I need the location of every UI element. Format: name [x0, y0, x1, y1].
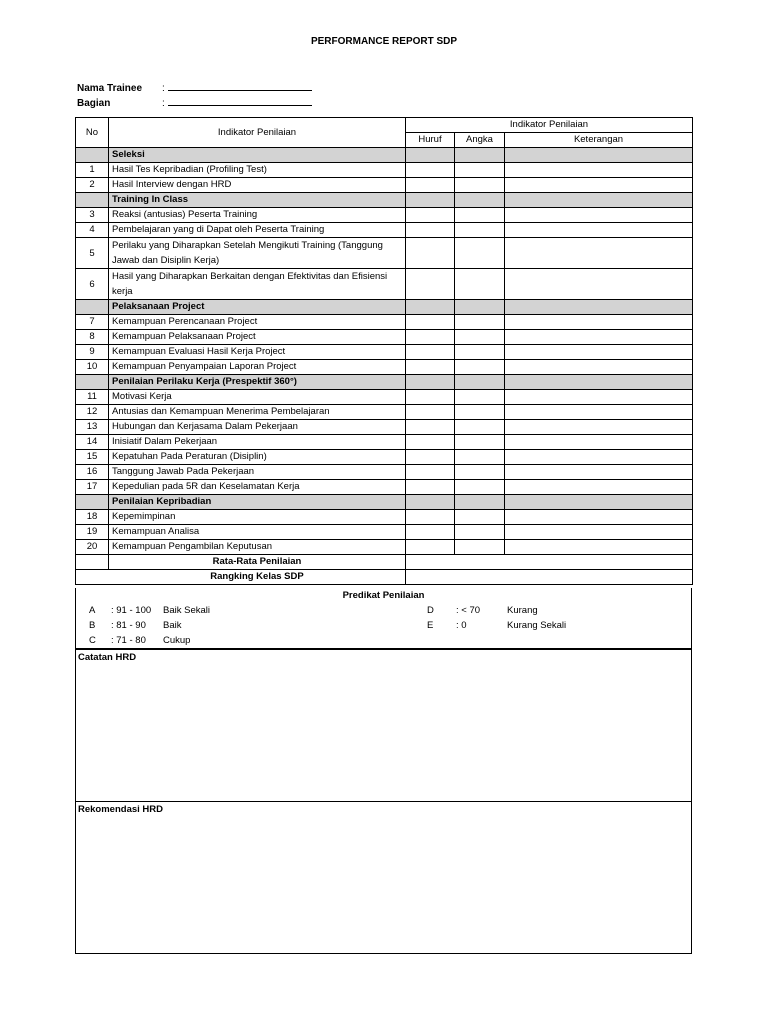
- rata-rata-value-cell[interactable]: [406, 555, 693, 570]
- table-row: [76, 405, 693, 420]
- rata-rata-row: [76, 555, 693, 570]
- catatan-hrd-box[interactable]: [75, 649, 692, 802]
- row-number: 14: [76, 435, 109, 450]
- indikator-label: Perilaku yang Diharapkan Setelah Mengikuti Training (Tanggung Jawab dan Disiplin Kerja): [109, 238, 406, 269]
- section-label: Seleksi: [109, 148, 406, 163]
- indikator-label: Inisiatif Dalam Pekerjaan: [109, 435, 406, 450]
- row-number: 12: [76, 405, 109, 420]
- section-label: Penilaian Perilaku Kerja (Prespektif 360°): [109, 375, 406, 390]
- rangking-label: Rangking Kelas SDP: [76, 570, 406, 585]
- row-number: 8: [76, 330, 109, 345]
- section-no-cell: [76, 300, 109, 315]
- nama-trainee-colon: :: [162, 83, 165, 94]
- header-indikator: Indikator Penilaian: [109, 118, 406, 148]
- indikator-label: Tanggung Jawab Pada Pekerjaan: [109, 465, 406, 480]
- table-row: [76, 510, 693, 525]
- keterangan-cell[interactable]: [505, 450, 693, 465]
- keterangan-cell[interactable]: [505, 540, 693, 555]
- bagian-colon: :: [162, 98, 165, 109]
- summary-blank: [76, 555, 109, 570]
- indikator-label: Kepemimpinan: [109, 510, 406, 525]
- predikat-title: Predikat Penilaian: [342, 590, 425, 601]
- angka-cell[interactable]: [455, 450, 505, 465]
- indikator-label: Kemampuan Pengambilan Keputusan: [109, 540, 406, 555]
- table-row: [76, 238, 693, 269]
- keterangan-cell[interactable]: [505, 525, 693, 540]
- indikator-label: Kemampuan Analisa: [109, 525, 406, 540]
- row-number: 11: [76, 390, 109, 405]
- huruf-cell[interactable]: [406, 465, 455, 480]
- section-fill: [455, 495, 505, 510]
- nama-trainee-field: [77, 81, 312, 94]
- huruf-cell[interactable]: [406, 208, 455, 223]
- angka-cell[interactable]: [455, 315, 505, 330]
- table-row: [76, 420, 693, 435]
- predikat-range: : 0: [456, 620, 467, 631]
- huruf-cell[interactable]: [406, 480, 455, 495]
- indikator-label: Pembelajaran yang di Dapat oleh Peserta Training: [109, 223, 406, 238]
- section-no-cell: [76, 193, 109, 208]
- indikator-label: Hasil yang Diharapkan Berkaitan dengan Efektivitas dan Efisiensi kerja: [109, 269, 406, 300]
- section-fill: [406, 300, 455, 315]
- angka-cell[interactable]: [455, 435, 505, 450]
- indikator-label: Kemampuan Pelaksanaan Project: [109, 330, 406, 345]
- row-number: 4: [76, 223, 109, 238]
- bagian-input-line[interactable]: [168, 96, 312, 106]
- angka-cell[interactable]: [455, 420, 505, 435]
- section-fill: [406, 193, 455, 208]
- keterangan-cell[interactable]: [505, 238, 693, 269]
- nama-trainee-label: Nama Trainee: [77, 83, 143, 94]
- nama-trainee-input-line[interactable]: [168, 81, 312, 91]
- huruf-cell[interactable]: [406, 450, 455, 465]
- huruf-cell[interactable]: [406, 315, 455, 330]
- row-number: 20: [76, 540, 109, 555]
- row-number: 9: [76, 345, 109, 360]
- section-fill: [505, 495, 693, 510]
- section-fill: [505, 375, 693, 390]
- section-row: [76, 375, 693, 390]
- assessment-table: [75, 117, 693, 585]
- row-number: 17: [76, 480, 109, 495]
- header-huruf: Huruf: [406, 133, 455, 148]
- angka-cell[interactable]: [455, 163, 505, 178]
- row-number: 15: [76, 450, 109, 465]
- huruf-cell[interactable]: [406, 223, 455, 238]
- section-fill: [406, 495, 455, 510]
- table-row: [76, 450, 693, 465]
- section-fill: [505, 193, 693, 208]
- huruf-cell[interactable]: [406, 420, 455, 435]
- section-row: [76, 300, 693, 315]
- indikator-label: Kemampuan Evaluasi Hasil Kerja Project: [109, 345, 406, 360]
- page-title: PERFORMANCE REPORT SDP: [310, 36, 458, 47]
- table-row: [76, 540, 693, 555]
- section-no-cell: [76, 148, 109, 163]
- keterangan-cell[interactable]: [505, 269, 693, 300]
- huruf-cell[interactable]: [406, 405, 455, 420]
- table-row: [76, 208, 693, 223]
- predikat-desc: Kurang: [507, 605, 538, 616]
- huruf-cell[interactable]: [406, 525, 455, 540]
- angka-cell[interactable]: [455, 540, 505, 555]
- section-fill: [406, 148, 455, 163]
- angka-cell[interactable]: [455, 525, 505, 540]
- indikator-label: Hasil Interview dengan HRD: [109, 178, 406, 193]
- angka-cell[interactable]: [455, 208, 505, 223]
- keterangan-cell[interactable]: [505, 163, 693, 178]
- predikat-grade: C: [89, 635, 96, 646]
- angka-cell[interactable]: [455, 405, 505, 420]
- huruf-cell[interactable]: [406, 540, 455, 555]
- section-row: [76, 495, 693, 510]
- keterangan-cell[interactable]: [505, 315, 693, 330]
- predikat-desc: Baik Sekali: [163, 605, 210, 616]
- row-number: 2: [76, 178, 109, 193]
- table-row: [76, 480, 693, 495]
- section-label: Pelaksanaan Project: [109, 300, 406, 315]
- keterangan-cell[interactable]: [505, 330, 693, 345]
- angka-cell[interactable]: [455, 178, 505, 193]
- row-number: 16: [76, 465, 109, 480]
- bagian-field: [77, 96, 312, 109]
- table-row: [76, 465, 693, 480]
- section-fill: [406, 375, 455, 390]
- huruf-cell[interactable]: [406, 163, 455, 178]
- row-number: 7: [76, 315, 109, 330]
- section-row: [76, 148, 693, 163]
- huruf-cell[interactable]: [406, 435, 455, 450]
- indikator-label: Motivasi Kerja: [109, 390, 406, 405]
- bagian-label: Bagian: [77, 98, 111, 109]
- rangking-value-cell[interactable]: [406, 570, 693, 585]
- row-number: 6: [76, 269, 109, 300]
- keterangan-cell[interactable]: [505, 510, 693, 525]
- section-fill: [505, 148, 693, 163]
- header-angka: Angka: [455, 133, 505, 148]
- keterangan-cell[interactable]: [505, 435, 693, 450]
- huruf-cell[interactable]: [406, 360, 455, 375]
- indikator-label: Kepedulian pada 5R dan Keselamatan Kerja: [109, 480, 406, 495]
- huruf-cell[interactable]: [406, 390, 455, 405]
- section-label: Training In Class: [109, 193, 406, 208]
- section-fill: [505, 300, 693, 315]
- table-row: [76, 435, 693, 450]
- huruf-cell[interactable]: [406, 330, 455, 345]
- predikat-grade: D: [427, 605, 434, 616]
- row-number: 13: [76, 420, 109, 435]
- keterangan-cell[interactable]: [505, 390, 693, 405]
- row-number: 5: [76, 238, 109, 269]
- table-row: [76, 178, 693, 193]
- predikat-range: : < 70: [456, 605, 481, 616]
- huruf-cell[interactable]: [406, 178, 455, 193]
- header-no: No: [76, 118, 109, 148]
- row-number: 18: [76, 510, 109, 525]
- table-row: [76, 163, 693, 178]
- predikat-range: : 81 - 90: [111, 620, 146, 631]
- keterangan-cell[interactable]: [505, 480, 693, 495]
- section-fill: [455, 375, 505, 390]
- angka-cell[interactable]: [455, 223, 505, 238]
- row-number: 3: [76, 208, 109, 223]
- predikat-range: : 71 - 80: [111, 635, 146, 646]
- rata-rata-label: Rata-Rata Penilaian: [109, 555, 406, 570]
- indikator-label: Reaksi (antusias) Peserta Training: [109, 208, 406, 223]
- angka-cell[interactable]: [455, 269, 505, 300]
- angka-cell[interactable]: [455, 510, 505, 525]
- keterangan-cell[interactable]: [505, 465, 693, 480]
- catatan-hrd-label: Catatan HRD: [78, 652, 137, 663]
- table-row: [76, 269, 693, 300]
- keterangan-cell[interactable]: [505, 420, 693, 435]
- row-number: 19: [76, 525, 109, 540]
- rekomendasi-hrd-label: Rekomendasi HRD: [78, 804, 163, 815]
- indikator-label: Kemampuan Penyampaian Laporan Project: [109, 360, 406, 375]
- angka-cell[interactable]: [455, 330, 505, 345]
- keterangan-cell[interactable]: [505, 178, 693, 193]
- table-row: [76, 525, 693, 540]
- keterangan-cell[interactable]: [505, 223, 693, 238]
- table-row: [76, 360, 693, 375]
- header-indikator-group: Indikator Penilaian: [406, 118, 693, 133]
- table-row: [76, 223, 693, 238]
- row-number: 1: [76, 163, 109, 178]
- table-row: [76, 390, 693, 405]
- predikat-grade: A: [89, 605, 96, 616]
- rekomendasi-hrd-box[interactable]: [75, 801, 692, 954]
- section-fill: [455, 148, 505, 163]
- predikat-desc: Baik: [163, 620, 182, 631]
- angka-cell[interactable]: [455, 390, 505, 405]
- predikat-range: : 91 - 100: [111, 605, 152, 616]
- predikat-desc: Kurang Sekali: [507, 620, 567, 631]
- indikator-label: Antusias dan Kemampuan Menerima Pembelajaran: [109, 405, 406, 420]
- section-label: Penilaian Kepribadian: [109, 495, 406, 510]
- section-fill: [455, 300, 505, 315]
- angka-cell[interactable]: [455, 465, 505, 480]
- angka-cell[interactable]: [455, 238, 505, 269]
- table-row: [76, 315, 693, 330]
- table-row: [76, 345, 693, 360]
- header-keterangan: Keterangan: [505, 133, 693, 148]
- row-number: 10: [76, 360, 109, 375]
- indikator-label: Hasil Tes Kepribadian (Profiling Test): [109, 163, 406, 178]
- huruf-cell[interactable]: [406, 238, 455, 269]
- keterangan-cell[interactable]: [505, 360, 693, 375]
- indikator-label: Kemampuan Perencanaan Project: [109, 315, 406, 330]
- angka-cell[interactable]: [455, 345, 505, 360]
- rangking-row: [76, 570, 693, 585]
- indikator-label: Kepatuhan Pada Peraturan (Disiplin): [109, 450, 406, 465]
- keterangan-cell[interactable]: [505, 208, 693, 223]
- indikator-label: Hubungan dan Kerjasama Dalam Pekerjaan: [109, 420, 406, 435]
- huruf-cell[interactable]: [406, 510, 455, 525]
- section-fill: [455, 193, 505, 208]
- angka-cell[interactable]: [455, 360, 505, 375]
- section-no-cell: [76, 495, 109, 510]
- predikat-desc: Cukup: [163, 635, 191, 646]
- keterangan-cell[interactable]: [505, 405, 693, 420]
- table-row: [76, 330, 693, 345]
- predikat-grade: B: [89, 620, 96, 631]
- section-row: [76, 193, 693, 208]
- section-no-cell: [76, 375, 109, 390]
- angka-cell[interactable]: [455, 480, 505, 495]
- huruf-cell[interactable]: [406, 345, 455, 360]
- predikat-grade: E: [427, 620, 434, 631]
- huruf-cell[interactable]: [406, 269, 455, 300]
- keterangan-cell[interactable]: [505, 345, 693, 360]
